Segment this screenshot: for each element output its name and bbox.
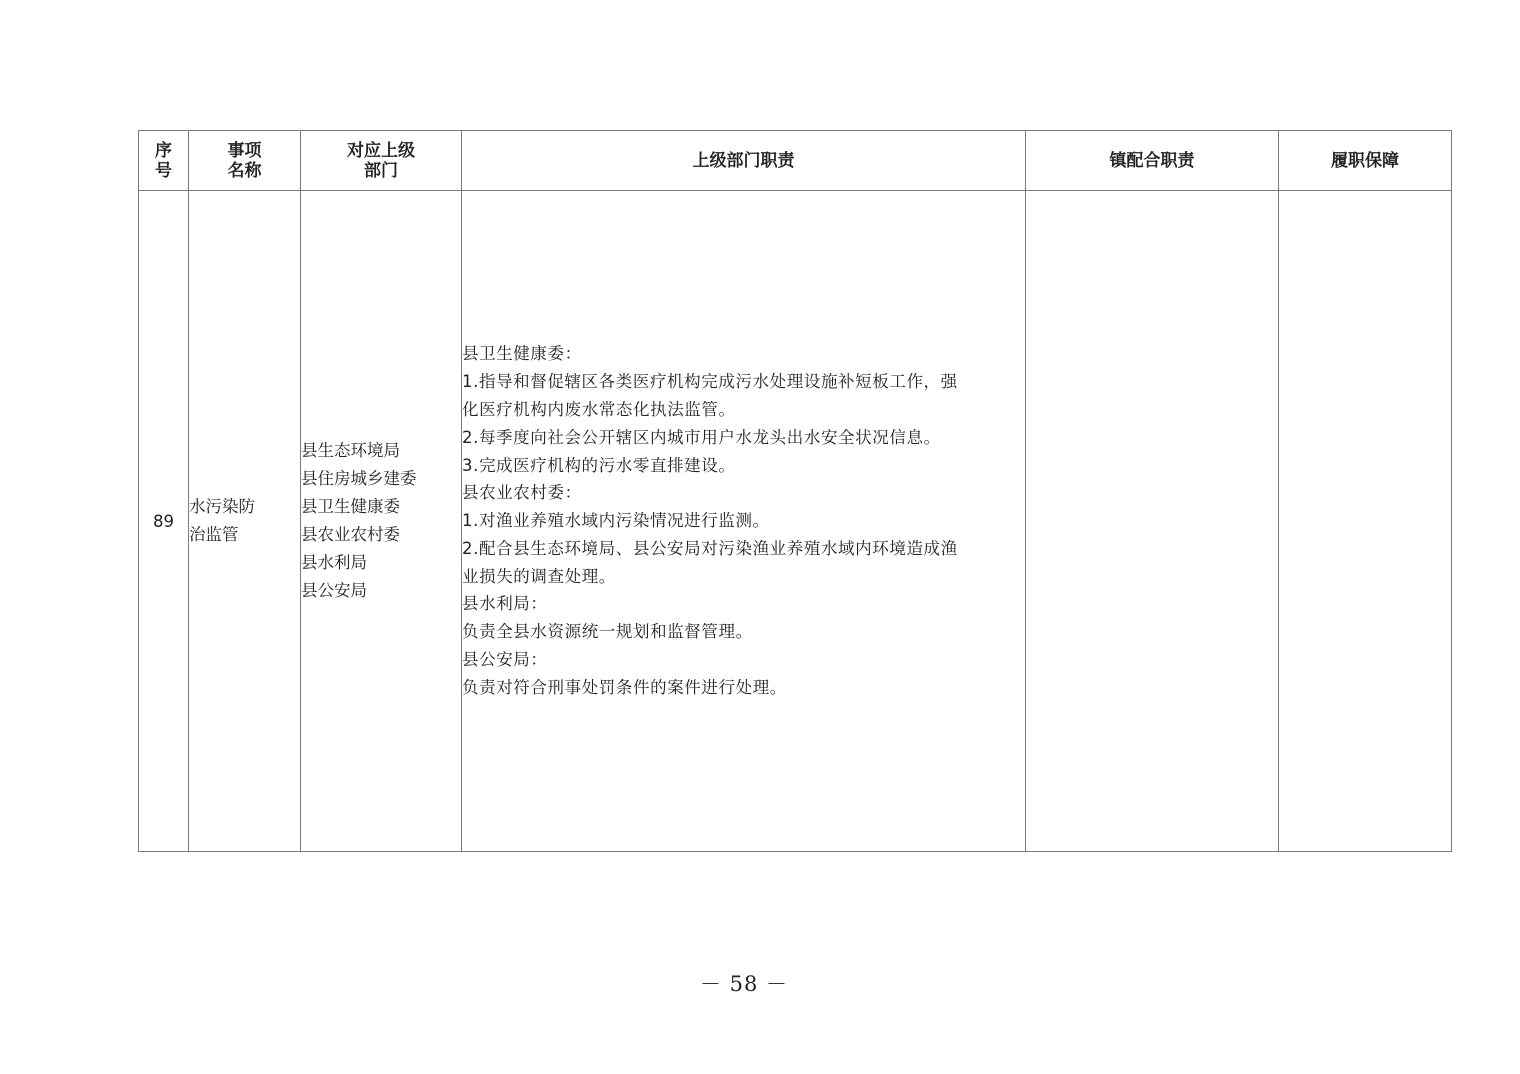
table-header-row: [139, 131, 1452, 191]
cell-guarantee: [1279, 191, 1452, 852]
duty-line: 县农业农村委：: [462, 483, 582, 503]
header-upper-duty: 上级部门职责: [462, 131, 1026, 191]
page-number: － 58 －: [699, 972, 789, 996]
duty-line: 2.配合县生态环境局、县公安局对污染渔业养殖水域内环境造成渔: [462, 538, 958, 558]
cell-town-duty: [1026, 191, 1279, 852]
cell-seq: 89: [139, 191, 189, 852]
duty-line: 1.指导和督促辖区各类医疗机构完成污水处理设施补短板工作，强: [462, 372, 958, 392]
duty-line: 3.完成医疗机构的污水零直排建设。: [462, 455, 736, 475]
duty-line: 县公安局：: [462, 650, 548, 670]
table-row: [139, 191, 1452, 852]
dept-line: 县卫生健康委: [301, 497, 400, 516]
dept-line: 县水利局: [301, 553, 367, 572]
cell-upper-duty: [462, 191, 1026, 852]
duty-line: 县水利局：: [462, 594, 548, 614]
dept-line: 县生态环境局: [301, 441, 400, 460]
duty-line: 1.对渔业养殖水域内污染情况进行监测。: [462, 511, 770, 531]
duty-line: 业损失的调查处理。: [462, 566, 616, 586]
duty-line: 负责对符合刑事处罚条件的案件进行处理。: [462, 677, 787, 697]
cell-item-name: [189, 191, 301, 852]
header-upper-dept: 对应上级 部门: [301, 131, 462, 191]
header-item-name: 事项 名称: [189, 131, 301, 191]
item-name-line: 治监管: [189, 525, 239, 544]
dept-line: 县住房城乡建委: [301, 469, 417, 488]
header-town-duty: 镇配合职责: [1026, 131, 1279, 191]
duty-line: 化医疗机构内废水常态化执法监管。: [462, 399, 736, 419]
item-name-line: 水污染防: [189, 497, 255, 516]
duty-line: 县卫生健康委：: [462, 344, 582, 364]
dept-line: 县农业农村委: [301, 525, 400, 544]
cell-upper-dept: [301, 191, 462, 852]
duty-table: [138, 130, 1452, 852]
duty-line: 负责全县水资源统一规划和监督管理。: [462, 622, 753, 642]
header-guarantee: 履职保障: [1279, 131, 1452, 191]
header-seq: 序 号: [139, 131, 189, 191]
dept-line: 县公安局: [301, 581, 367, 600]
duty-line: 2.每季度向社会公开辖区内城市用户水龙头出水安全状况信息。: [462, 427, 941, 447]
